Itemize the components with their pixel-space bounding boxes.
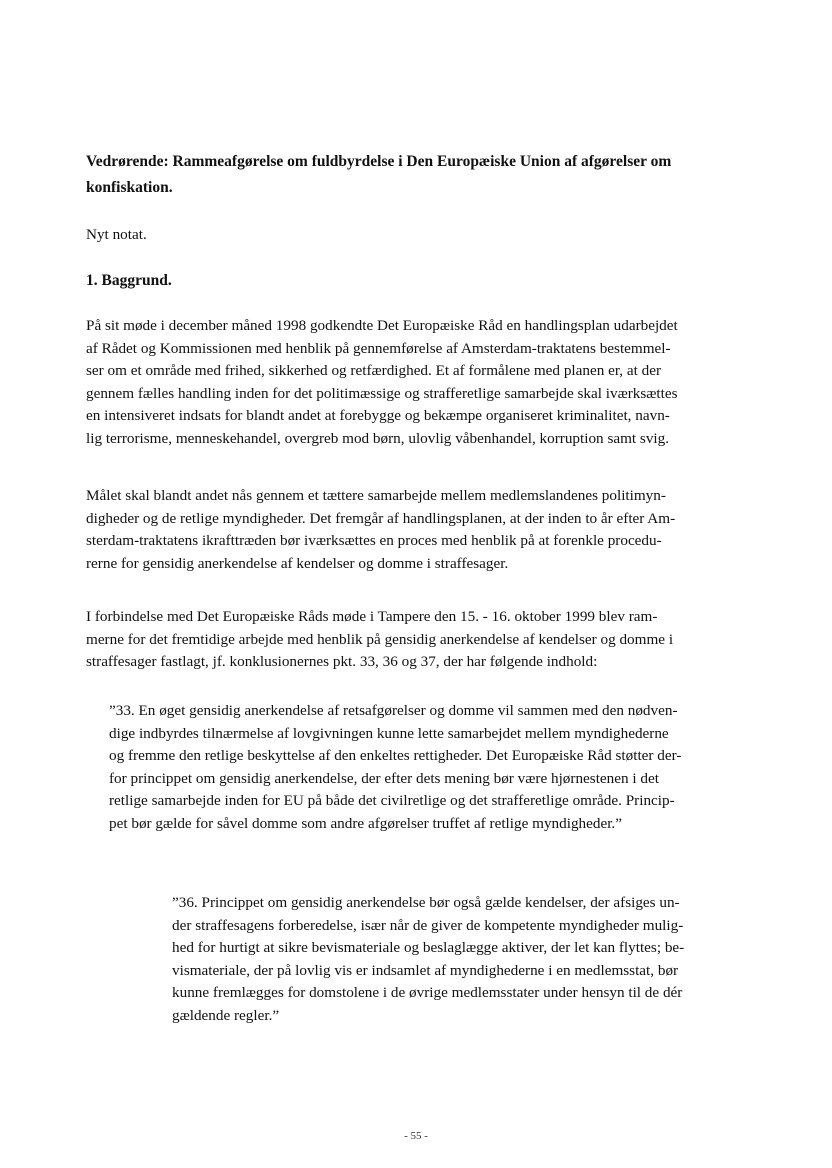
- paragraph-line: merne for det fremtidige arbejde med henblik på gensidig anerkendelse af kendelser og domme i: [86, 630, 674, 648]
- subject-line: konfiskation.: [86, 179, 173, 196]
- paragraph-line: rerne for gensidig anerkendelse af kendelser og domme i straffesager.: [86, 554, 509, 572]
- paragraph-line: af Rådet og Kommissionen med henblik på gennemførelse af Amsterdam-traktatens bestemmel-: [86, 339, 671, 357]
- quote-line: dige indbyrdes tilnærmelse af lovgivningen kunne lette samarbejdet mellem myndighederne: [109, 724, 669, 742]
- quote-line: gældende regler.”: [172, 1006, 280, 1024]
- paragraph-line: ser om et område med frihed, sikkerhed og retfærdighed. Et af formålene med planen er, at der: [86, 362, 662, 379]
- paragraph-1: [86, 315, 678, 450]
- quote-line: ”36. Princippet om gensidig anerkendelse bør også gælde kendelser, der afsiges un-: [172, 894, 680, 911]
- quote-line: pet bør gælde for såvel domme som andre afgørelser truffet af retlige myndigheder.”: [109, 814, 622, 832]
- paragraph-line: straffesager fastlagt, jf. konklusionernes pkt. 33, 36 og 37, der har følgende indhold:: [86, 653, 598, 670]
- quote-point-36: [172, 892, 684, 1027]
- section-heading: [86, 270, 172, 293]
- quote-line: der straffesagens forberedelse, især når de giver de kompetente myndigheder mulig-: [172, 916, 684, 934]
- note-text: [86, 224, 147, 247]
- quote-line: vismateriale, der på lovlig vis er indsamlet af myndighederne i en medlemsstat, bør: [172, 961, 679, 979]
- quote-line: retlige samarbejde inden for EU på både det civilretlige og det strafferetlige område. Princip-: [109, 792, 675, 809]
- quote-line: hed for hurtigt at sikre bevismateriale og beslaglægge aktiver, der let kan flyttes; be-: [172, 939, 685, 956]
- paragraph-line: sterdam-traktatens ikrafttræden bør iværksættes en proces med henblik på at forenkle procedu-: [86, 532, 662, 549]
- paragraph-3: [86, 606, 673, 674]
- paragraph-2: [86, 485, 675, 575]
- paragraph-line: gennem fælles handling inden for det politimæssige og strafferetlige samarbejde skal iværksættes: [86, 384, 678, 402]
- quote-point-33: [109, 700, 681, 835]
- quote-line: og fremme den retlige beskyttelse af den enkeltes rettigheder. Det Europæiske Råd støtter der-: [109, 747, 682, 764]
- quote-line: for princippet om gensidig anerkendelse, der efter dets mening bør være hjørnestenen i det: [109, 769, 659, 787]
- quote-line: kunne fremlægges for domstolene i de øvrige medlemsstater under hensyn til de dér: [172, 984, 683, 1001]
- paragraph-line: lig terrorisme, menneskehandel, overgreb mod børn, ulovlig våbenhandel, korruption samt svig.: [86, 429, 670, 447]
- paragraph-line: I forbindelse med Det Europæiske Råds møde i Tampere den 15. - 16. oktober 1999 blev ram-: [86, 608, 658, 625]
- paragraph-line: Målet skal blandt andet nås gennem et tættere samarbejde mellem medlemslandenes politimyn-: [86, 487, 666, 504]
- paragraph-line: en intensiveret indsats for blandt andet at forebygge og bekæmpe organiseret kriminalitet, navn-: [86, 407, 670, 424]
- subject-line: Vedrørende: Rammeafgørelse om fuldbyrdelse i Den Europæiske Union af afgørelser om: [86, 153, 672, 170]
- page-number: - 55 -: [404, 1130, 428, 1142]
- note-line: Nyt notat.: [86, 226, 147, 243]
- section-heading-text: 1. Baggrund.: [86, 272, 172, 289]
- paragraph-line: På sit møde i december måned 1998 godkendte Det Europæiske Råd en handlingsplan udarbejdet: [86, 317, 678, 334]
- quote-line: ”33. En øget gensidig anerkendelse af retsafgørelser og domme vil sammen med den nødven-: [109, 702, 678, 719]
- paragraph-line: digheder og de retlige myndigheder. Det fremgår af handlingsplanen, at der inden to år efter Am-: [86, 509, 676, 527]
- subject-heading: [86, 149, 671, 201]
